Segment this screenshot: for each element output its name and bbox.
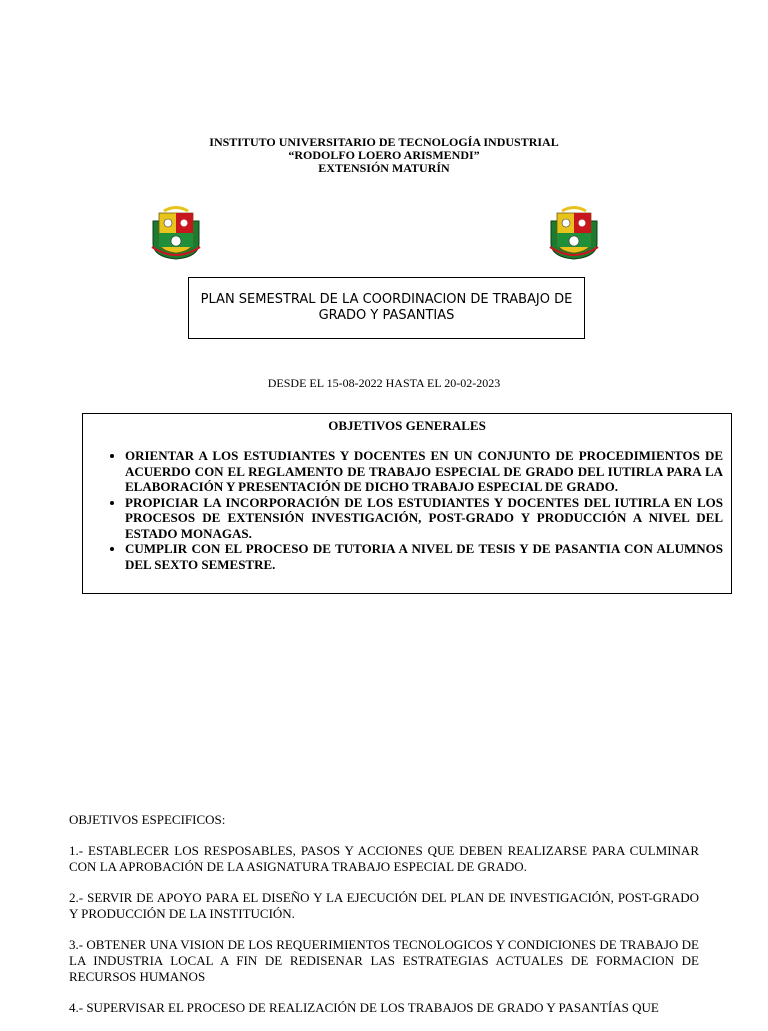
plan-period: DESDE EL 15-08-2022 HASTA EL 20-02-2023 — [267, 376, 501, 390]
institution-extension: EXTENSIÓN MATURÍN — [318, 161, 450, 175]
specific-objectives-title: OBJETIVOS ESPECIFICOS: — [69, 812, 226, 827]
specific-objective-item: 3.- OBTENER UNA VISION DE LOS REQUERIMIENTOS TECNOLOGICOS Y CONDICIONES DE TRABAJO DE LA INDUSTRIA LOCAL A FIN DE REDISENAR LAS ESTRATEGIAS ACTUALES DE FORMACION DE RECURSOS HUMANOS — [69, 937, 699, 984]
coat-of-arms-left — [150, 203, 202, 261]
specific-objective-item: 1.- ESTABLECER LOS RESPOSABLES, PASOS Y ACCIONES QUE DEBEN REALIZARSE PARA CULMINAR CON LA APROBACIÓN DE LA ASIGNATURA TRABAJO ESPECIAL DE GRADO. — [69, 843, 699, 874]
general-objective-item: • ORIENTAR A LOS ESTUDIANTES Y DOCENTES EN UN CONJUNTO DE PROCEDIMIENTOS DE ACUERDO CON EL REGLAMENTO DE TRABAJO ESPECIAL DE GRADO DEL IUTIRLA PARA LA ELABORACIÓN Y PRESENTACIÓN DE DICHO TRABAJO ESPECIAL DE GRADO. — [125, 448, 723, 495]
specific-objectives — [69, 812, 699, 1031]
institution-name: INSTITUTO UNIVERSITARIO DE TECNOLOGÍA INDUSTRIAL — [209, 135, 559, 149]
institution-honoree: “RODOLFO LOERO ARISMENDI” — [288, 148, 480, 162]
general-objective-item: • PROPICIAR LA INCORPORACIÓN DE LOS ESTUDIANTES Y DOCENTES DEL IUTIRLA EN LOS PROCESOS DE EXTENSIÓN INVESTIGACIÓN, POST-GRADO Y PRODUCCIÓN A NIVEL DEL ESTADO MONAGAS. — [125, 495, 723, 542]
general-objectives-title: OBJETIVOS GENERALES — [328, 418, 486, 433]
specific-objective-item: 4.- SUPERVISAR EL PROCESO DE REALIZACIÓN DE LOS TRABAJOS DE GRADO Y PASANTÍAS QUE — [69, 1000, 659, 1015]
general-objectives-box — [82, 413, 732, 594]
general-objective-item: • CUMPLIR CON EL PROCESO DE TUTORIA A NIVEL DE TESIS Y DE PASANTIA CON ALUMNOS DEL SEXTO SEMESTRE. — [125, 541, 723, 572]
general-objectives-list — [83, 448, 731, 572]
plan-title: PLAN SEMESTRAL DE LA COORDINACION DE TRABAJO DE GRADO Y PASANTIAS — [200, 292, 573, 323]
institution-header — [0, 136, 768, 175]
specific-objective-item: 2.- SERVIR DE APOYO PARA EL DISEÑO Y LA EJECUCIÓN DEL PLAN DE INVESTIGACIÓN, POST-GRADO Y PRODUCCIÓN DE LA INSTITUCIÓN. — [69, 890, 699, 921]
plan-title-box — [188, 277, 585, 339]
coat-of-arms-right — [548, 203, 600, 261]
